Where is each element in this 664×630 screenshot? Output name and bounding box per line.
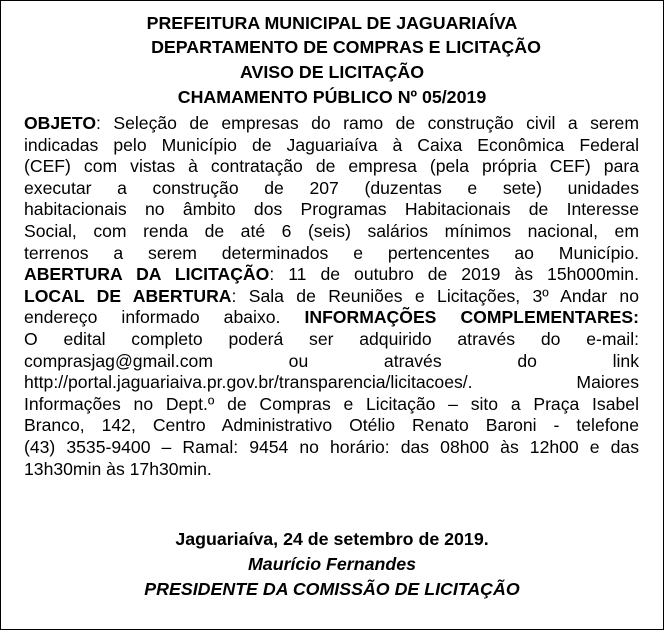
- header-municipality: PREFEITURA MUNICIPAL DE JAGUARIAÍVA: [146, 13, 518, 33]
- body-line: O edital completo poderá ser adquirido através do e-mail:: [24, 328, 639, 349]
- body-line: http://portal.jaguariaiva.pr.gov.br/transparencia/licitacoes/. Maiores: [24, 372, 639, 393]
- body-line: Informações no Dept.º de Compras e Licitação – sito a Praça Isabel: [24, 393, 639, 414]
- body-line: indicadas pelo Município de Jaguariaíva à Caixa Econômica Federal: [24, 134, 639, 155]
- signature-name: Maurício Fernandes: [248, 554, 416, 574]
- header-department: DEPARTAMENTO DE COMPRAS E LICITAÇÃO: [151, 37, 541, 57]
- body-line: [24, 286, 639, 308]
- local-text: : Sala de Reuniões e Licitações, 3º Andar no: [231, 285, 639, 306]
- header-call-number: CHAMAMENTO PÚBLICO Nº 05/2019: [177, 87, 487, 107]
- notice-body: [24, 113, 639, 480]
- local-text-cont: endereço informado abaixo.: [24, 307, 305, 328]
- objeto-label: OBJETO: [24, 113, 97, 133]
- body-line: [24, 264, 639, 286]
- header-notice-type: AVISO DE LICITAÇÃO: [239, 62, 425, 82]
- signature-place-date: Jaguariaíva, 24 de setembro de 2019.: [175, 529, 489, 549]
- signature-role: PRESIDENTE DA COMISSÃO DE LICITAÇÃO: [144, 579, 520, 599]
- info-colon: :: [633, 307, 640, 328]
- body-line: terrenos a serem determinados e pertencentes ao Município.: [24, 242, 639, 263]
- info-label: INFORMAÇÕES COMPLEMENTARES: [304, 307, 634, 328]
- body-line: [24, 307, 639, 329]
- body-line: Social, com renda de até 6 (seis) salários mínimos nacional, em: [24, 220, 639, 241]
- body-line: Branco, 142, Centro Administrativo Otélio Renato Baroni - telefone: [24, 415, 639, 436]
- body-line: [24, 113, 639, 135]
- body-line: (CEF) com vistas à contratação de empresa (pela própria CEF) para: [24, 156, 639, 177]
- body-line: (43) 3535-9400 – Ramal: 9454 no horário: das 08h00 às 12h00 e das: [24, 436, 639, 457]
- body-line: 13h30min às 17h30min.: [24, 458, 212, 479]
- body-line: executar a construção de 207 (duzentas e sete) unidades: [24, 177, 639, 198]
- abertura-text: : 11 de outubro de 2019 às 15h000min.: [269, 264, 639, 285]
- abertura-label: ABERTURA DA LICITAÇÃO: [24, 264, 270, 285]
- body-line: habitacionais no âmbito dos Programas Habitacionais de Interesse: [24, 199, 639, 220]
- body-line: comprasjag@gmail.com ou através do link: [24, 350, 639, 371]
- objeto-text: : Seleção de empresas do ramo de construção civil a serem: [96, 113, 639, 133]
- local-label: LOCAL DE ABERTURA: [24, 285, 232, 306]
